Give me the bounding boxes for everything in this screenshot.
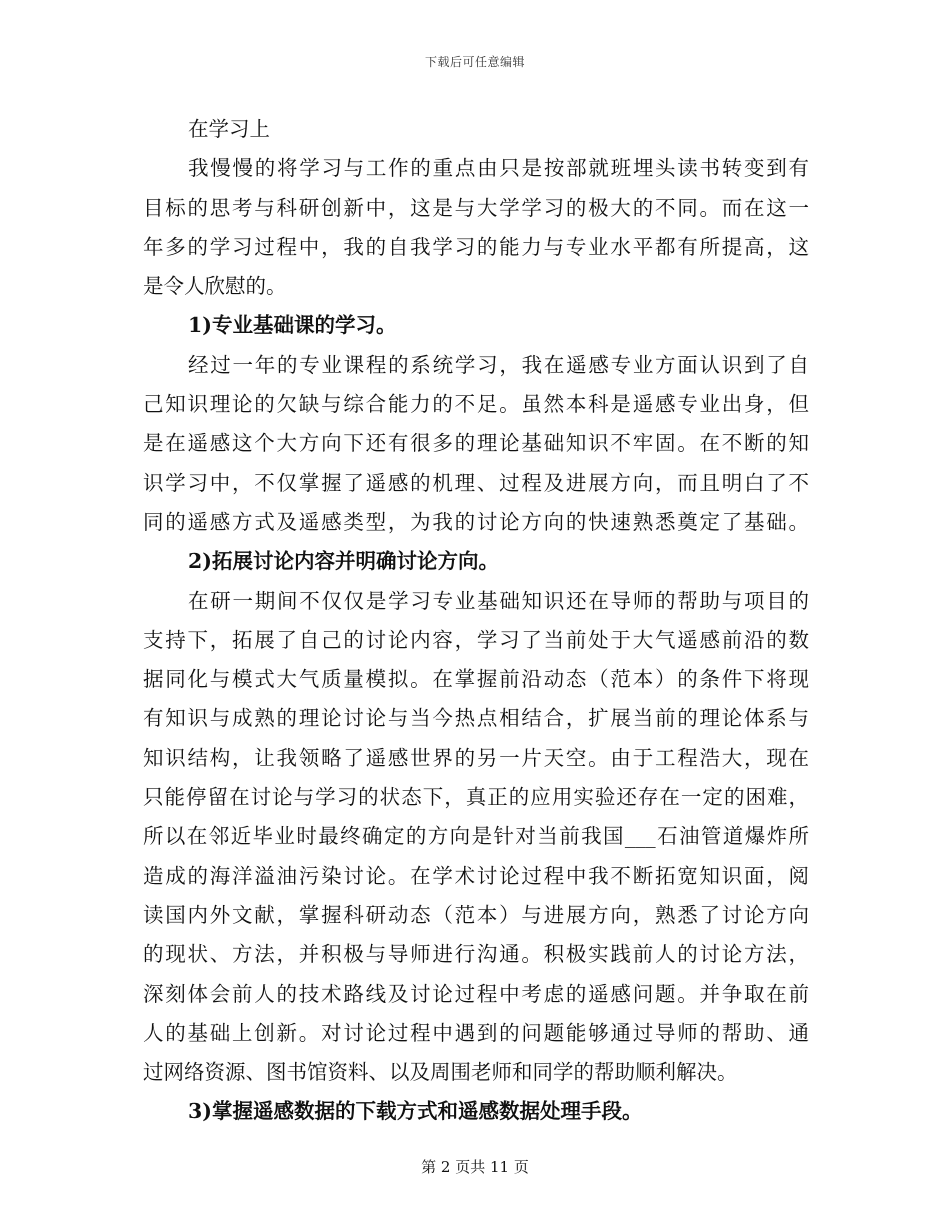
paragraph-line: 年多的学习过程中，我的自我学习的能力与专业水平都有所提高，这: [143, 234, 809, 259]
paragraph-line: 知识结构，让我领略了遥感世界的另一片天空。由于工程浩大，现在: [143, 745, 809, 770]
paragraph-line: 有知识与成熟的理论讨论与当今热点相结合，扩展当前的理论体系与: [143, 706, 809, 731]
paragraph-line: 是在遥感这个大方向下还有很多的理论基础知识不牢固。在不断的知: [143, 431, 809, 456]
paragraph-heading-study: 在学习上: [188, 117, 270, 141]
page-footer: 第 2 页共 11 页: [421, 1158, 529, 1176]
paragraph-line: 造成的海洋溢油污染讨论。在学术讨论过程中我不断拓宽知识面，阅: [143, 863, 809, 888]
paragraph-line: 是令人欣慰的。: [143, 274, 287, 299]
paragraph-line: 同的遥感方式及遥感类型，为我的讨论方向的快速熟悉奠定了基础。: [143, 509, 809, 534]
paragraph-line: 人的基础上创新。对讨论过程中遇到的问题能够通过导师的帮助、通: [143, 1020, 809, 1045]
section-heading-1: 1)专业基础课的学习。: [188, 313, 397, 338]
section-heading-3: 3)掌握遥感数据的下载方式和遥感数据处理手段。: [188, 1099, 643, 1124]
document-body: [143, 110, 809, 1132]
paragraph-line: 经过一年的专业课程的系统学习，我在遥感专业方面认识到了自: [188, 352, 809, 377]
paragraph-line: 的现状、方法，并积极与导师进行沟通。积极实践前人的讨论方法，: [143, 942, 809, 967]
paragraph-line: 在研一期间不仅仅是学习专业基础知识还在导师的帮助与项目的: [188, 588, 809, 613]
paragraph-line: 我慢慢的将学习与工作的重点由只是按部就班埋头读书转变到有: [188, 156, 809, 181]
paragraph-line: 只能停留在讨论与学习的状态下，真正的应用实验还存在一定的困难，: [143, 785, 809, 810]
paragraph-line: 支持下，拓展了自己的讨论内容，学习了当前处于大气遥感前沿的数: [143, 627, 809, 652]
section-heading-2: 2)拓展讨论内容并明确讨论方向。: [188, 549, 499, 574]
paragraph-line: 目标的思考与科研创新中，这是与大学学习的极大的不同。而在这一: [143, 195, 809, 220]
page-header: 下载后可任意编辑: [424, 55, 525, 69]
paragraph-line: 己知识理论的欠缺与综合能力的不足。虽然本科是遥感专业出身，但: [143, 392, 809, 417]
paragraph-line: 所以在邻近毕业时最终确定的方向是针对当前我国___石油管道爆炸所: [143, 824, 809, 849]
paragraph-line: 深刻体会前人的技术路线及讨论过程中考虑的遥感问题。并争取在前: [143, 981, 809, 1006]
paragraph-line: 据同化与模式大气质量模拟。在掌握前沿动态（范本）的条件下将现: [143, 667, 809, 692]
paragraph-line: 识学习中，不仅掌握了遥感的机理、过程及进展方向，而且明白了不: [143, 470, 809, 495]
paragraph-line: 过网络资源、图书馆资料、以及周围老师和同学的帮助顺利解决。: [143, 1060, 738, 1085]
paragraph-line: 读国内外文献，掌握科研动态（范本）与进展方向，熟悉了讨论方向: [143, 902, 809, 927]
